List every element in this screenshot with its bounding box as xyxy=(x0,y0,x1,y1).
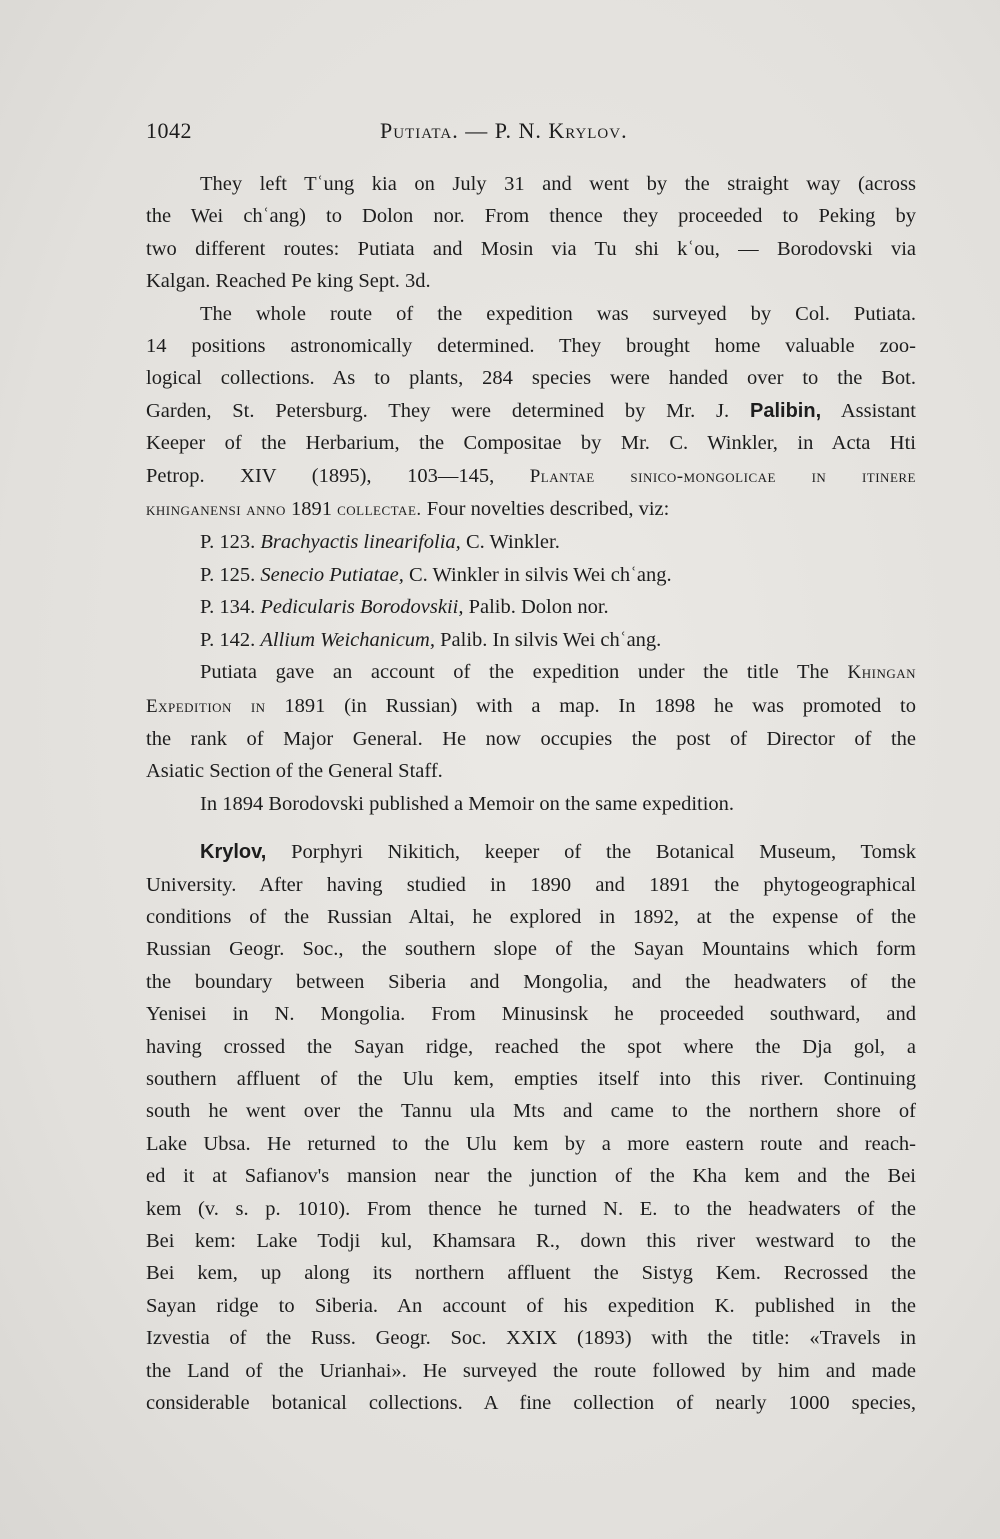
text-line: Yenisei in N. Mongolia. From Minusinsk he proceeded southward, and xyxy=(146,1003,916,1026)
entry-krylov xyxy=(146,836,916,1419)
text-line: south he went over the Tannu ula Mts and came to the northern shore of xyxy=(146,1100,916,1123)
text-line: kem (v. s. p. 1010). From thence he turned N. E. to the headwaters of the xyxy=(146,1197,916,1220)
text-line xyxy=(146,460,916,493)
text-line: two different routes: Putiata and Mosin via Tu shi kʿou, — Borodovski via xyxy=(146,237,916,260)
text-segment: Four novelties described, viz: xyxy=(426,498,670,521)
species-authority: C. Winkler in silvis Wei chʿang. xyxy=(408,563,672,586)
running-head: Putiata. — P. N. Krylov. xyxy=(380,118,628,143)
text-line: Bei kem, up along its northern affluent the Sistyg Kem. Recrossed the xyxy=(146,1262,916,1285)
publication-title: Plantae sinico-mongolicae in itinere xyxy=(529,465,916,487)
text-line: Sayan ridge to Siberia. An account of his expedition K. published in the xyxy=(146,1294,916,1317)
list-item xyxy=(146,559,916,591)
paragraph-khingan-expedition xyxy=(146,656,916,788)
text-line: Asiatic Section of the General Staff. xyxy=(146,760,443,783)
text-segment: 1891 xyxy=(290,498,332,521)
species-authority: Palib. In silvis Wei chʿang. xyxy=(440,628,662,651)
section-gap xyxy=(146,820,916,836)
text-segment: Putiata gave an account of the expedition under the title The xyxy=(200,661,829,684)
text-line: 14 positions astronomically determined. They brought home valuable zoo- xyxy=(146,335,916,358)
text-line: In 1894 Borodovski published a Memoir on the same expedition. xyxy=(200,792,735,815)
species-page: P. 142. xyxy=(200,628,256,651)
text-segment: Petrop. XIV (1895), 103—145, xyxy=(146,464,495,487)
text-line: Kalgan. Reached Pe king Sept. 3d. xyxy=(146,270,431,293)
text-line: southern affluent of the Ulu kem, empties itself into this river. Continuing xyxy=(146,1067,916,1090)
text-line xyxy=(146,836,916,868)
paragraph-survey xyxy=(146,298,916,527)
species-page: P. 134. xyxy=(200,596,256,619)
text-segment: 1891 (in Russian) with a map. In 1898 he was promoted to xyxy=(284,694,916,717)
page-header xyxy=(146,118,916,148)
text-line: They left Tʿung kia on July 31 and went by the straight way (across xyxy=(200,173,916,195)
text-segment: Assistant xyxy=(840,399,917,422)
text-segment: Garden, St. Petersburg. They were determined by Mr. J. xyxy=(146,399,730,422)
text-line: Lake Ubsa. He returned to the Ulu kem by a more eastern route and reach- xyxy=(146,1132,916,1155)
list-item xyxy=(146,624,916,656)
publication-title: Khingan xyxy=(847,662,916,684)
text-line xyxy=(146,493,916,526)
list-item xyxy=(146,526,916,558)
list-item xyxy=(146,591,916,623)
publication-title: khinganensi anno xyxy=(146,499,286,521)
name-palibin: Palibin, xyxy=(750,399,822,422)
text-line: the Land of the Urianhai». He surveyed the route followed by him and made xyxy=(146,1359,916,1382)
text-line: logical collections. As to plants, 284 species were handed over to the Bot. xyxy=(146,367,916,390)
text-line: Keeper of the Herbarium, the Compositae by Mr. C. Winkler, in Acta Hti xyxy=(146,432,916,455)
publication-title: Expedition in xyxy=(146,695,266,717)
text-line: Izvestia of the Russ. Geogr. Soc. XXIX (1893) with the title: «Travels in xyxy=(146,1327,916,1350)
page-body xyxy=(146,168,916,1419)
text-line xyxy=(146,656,916,689)
text-segment: Porphyri Nikitich, keeper of the Botanical Museum, Tomsk xyxy=(291,841,917,864)
paragraph-putiata-route xyxy=(146,168,916,298)
text-line: the boundary between Siberia and Mongolia, and the headwaters of the xyxy=(146,970,916,993)
species-name: Brachyactis linearifolia, xyxy=(260,531,461,554)
text-line: The whole route of the expedition was surveyed by Col. Putiata. xyxy=(200,302,916,325)
species-page: P. 123. xyxy=(200,531,256,554)
text-line xyxy=(146,395,916,427)
page-number: 1042 xyxy=(146,118,192,143)
text-line: ed it at Safianov's mansion near the junction of the Kha kem and the Bei xyxy=(146,1165,916,1188)
publication-title: collectae. xyxy=(337,499,422,521)
species-page: P. 125. xyxy=(200,563,256,586)
species-authority: Palib. Dolon nor. xyxy=(468,596,609,619)
text-line: conditions of the Russian Altai, he explored in 1892, at the expense of the xyxy=(146,905,916,928)
paragraph-borodovski xyxy=(146,788,916,820)
species-name: Pedicularis Borodovskii, xyxy=(260,596,464,619)
text-line: considerable botanical collections. A fine collection of nearly 1000 species, xyxy=(146,1392,916,1415)
text-line: the Wei chʿang) to Dolon nor. From thence they proceeded to Peking by xyxy=(146,205,916,228)
text-line: having crossed the Sayan ridge, reached the spot where the Dja gol, a xyxy=(146,1035,916,1058)
text-line: Bei kem: Lake Todji kul, Khamsara R., down this river westward to the xyxy=(146,1230,916,1252)
text-line xyxy=(146,690,916,723)
species-name: Allium Weichanicum, xyxy=(260,628,435,651)
text-line: the rank of Major General. He now occupies the post of Director of the xyxy=(146,727,916,750)
species-list xyxy=(146,526,916,656)
text-line: University. After having studied in 1890 and 1891 the phytogeographical xyxy=(146,873,916,896)
entry-name-krylov: Krylov, xyxy=(200,841,267,864)
species-name: Senecio Putiatae, xyxy=(260,563,404,586)
species-authority: C. Winkler. xyxy=(465,531,560,554)
text-line: Russian Geogr. Soc., the southern slope of the Sayan Mountains which form xyxy=(146,938,916,961)
